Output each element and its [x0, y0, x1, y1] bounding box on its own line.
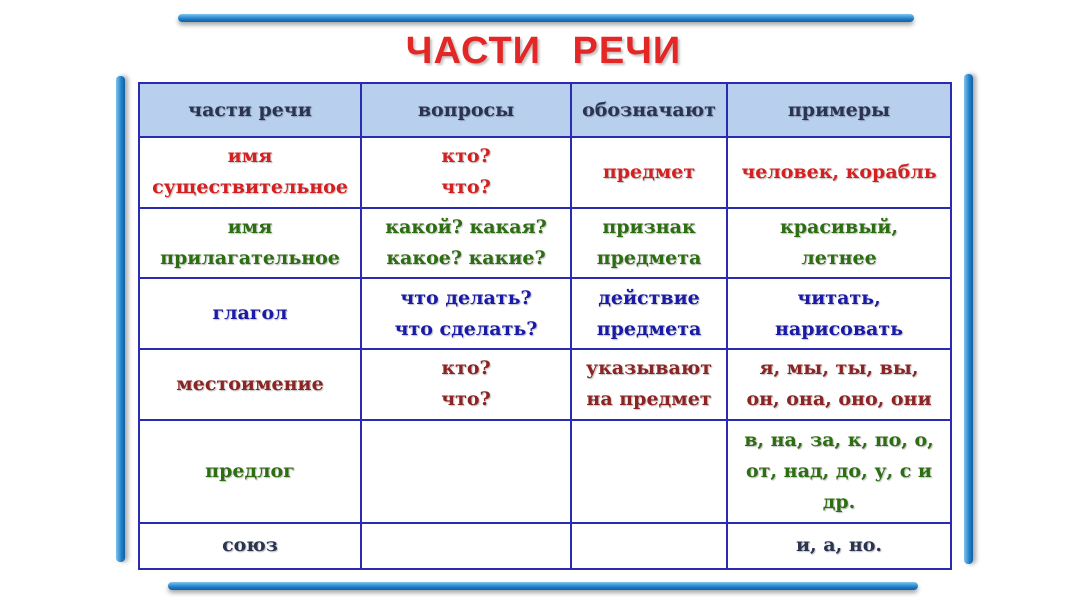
cell-examples: читать, нарисовать [727, 278, 951, 349]
header-part-of-speech: части речи [139, 83, 361, 137]
cell-questions: что делать? что сделать? [361, 278, 571, 349]
cell-part: предлог [139, 420, 361, 523]
cell-questions-empty [361, 523, 571, 569]
cell-part: глагол [139, 278, 361, 349]
cell-questions: кто? что? [361, 349, 571, 420]
cell-examples: я, мы, ты, вы, он, она, оно, они [727, 349, 951, 420]
table-header-row [139, 83, 951, 137]
frame-right-bar [964, 74, 973, 564]
frame-left-bar [116, 76, 125, 562]
header-meaning: обозначают [571, 83, 727, 137]
page-title: ЧАСТИ РЕЧИ [405, 30, 682, 72]
header-examples: примеры [727, 83, 951, 137]
frame-bottom-bar [168, 582, 918, 590]
cell-examples: красивый, летнее [727, 208, 951, 279]
cell-examples: и, а, но. [727, 523, 951, 569]
table-row [139, 208, 951, 279]
cell-part: союз [139, 523, 361, 569]
cell-part: имя прилагательное [139, 208, 361, 279]
cell-questions: кто? что? [361, 137, 571, 208]
cell-part: имя существительное [139, 137, 361, 208]
table-row [139, 137, 951, 208]
cell-examples: человек, корабль [727, 137, 951, 208]
cell-questions: какой? какая? какое? какие? [361, 208, 571, 279]
table-row [139, 523, 951, 569]
parts-of-speech-table [138, 82, 952, 570]
cell-questions-empty [361, 420, 571, 523]
cell-meaning: указывают на предмет [571, 349, 727, 420]
cell-meaning: признак предмета [571, 208, 727, 279]
header-questions: вопросы [361, 83, 571, 137]
table-row [139, 278, 951, 349]
cell-meaning-empty [571, 523, 727, 569]
table-row [139, 420, 951, 523]
cell-part: местоимение [139, 349, 361, 420]
cell-examples: в, на, за, к, по, о, от, над, до, у, с и др. [727, 420, 951, 523]
table-row [139, 349, 951, 420]
cell-meaning: предмет [571, 137, 727, 208]
cell-meaning: действие предмета [571, 278, 727, 349]
frame-top-bar [178, 14, 914, 22]
cell-meaning-empty [571, 420, 727, 523]
